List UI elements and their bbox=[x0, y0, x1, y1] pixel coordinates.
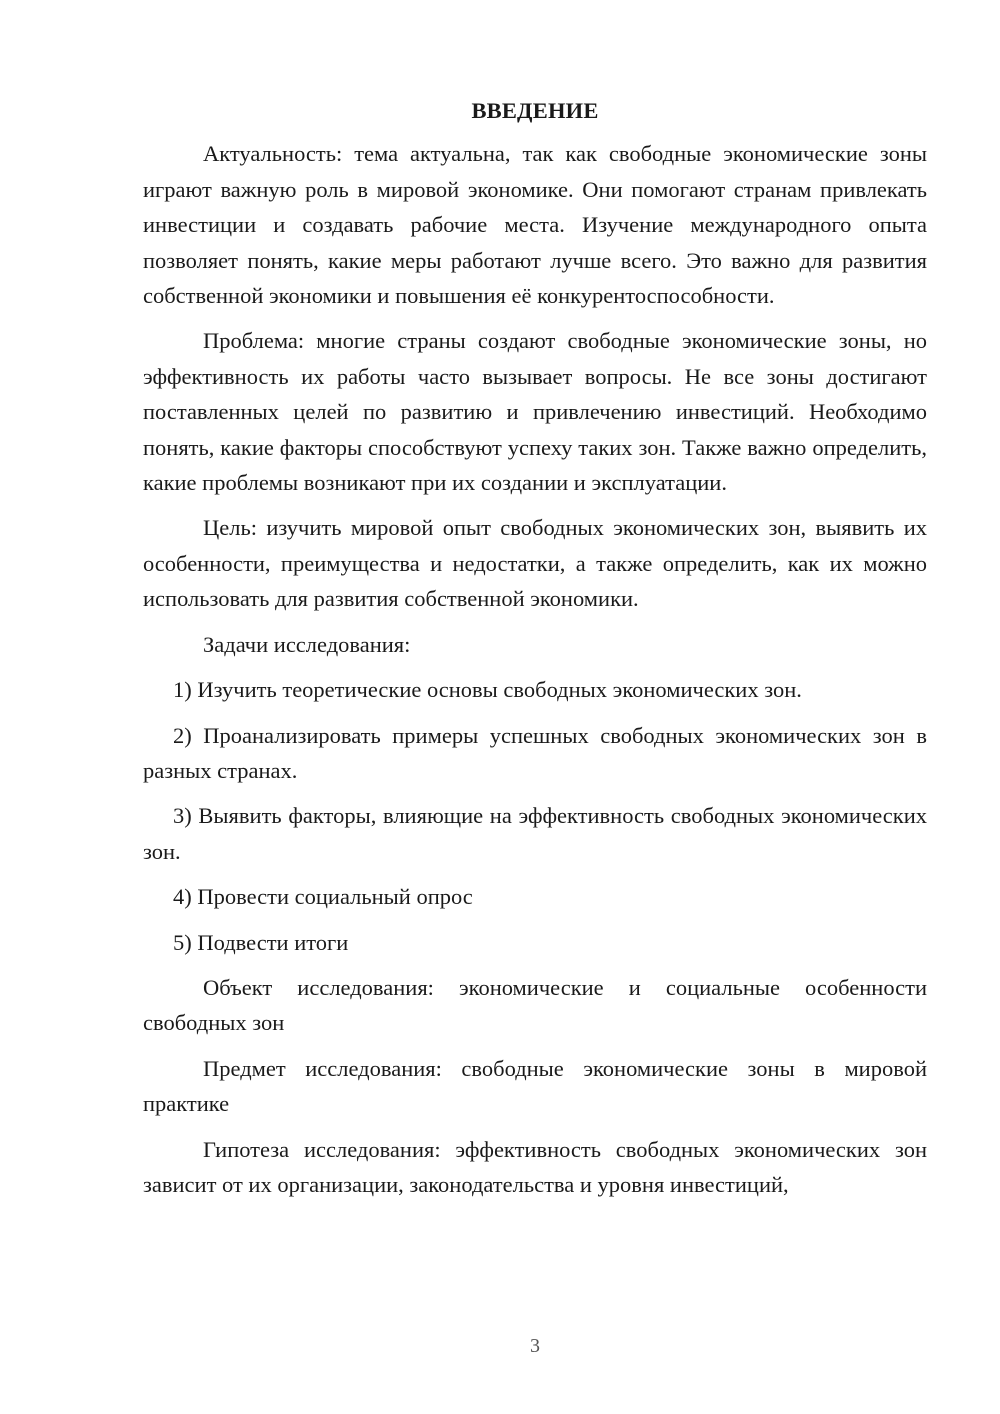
tasks-list bbox=[143, 672, 927, 960]
paragraph-relevance: Актуальность: тема актуальна, так как свободные экономические зоны играют важную роль в мировой экономике. Они помогают странам привлекать инвестиции и создавать рабочие места. Изучение международного опыта позволяет понять, какие меры работают лучше всего. Это важно для развития собственной экономики и повышения её конкурентоспособности. bbox=[143, 141, 927, 309]
list-item: 2) Проанализировать примеры успешных свободных экономических зон в разных странах. bbox=[143, 722, 927, 783]
list-item: 5) Подвести итоги bbox=[173, 929, 349, 955]
list-item: 4) Провести социальный опрос bbox=[173, 884, 473, 910]
paragraph-hypothesis: Гипотеза исследования: эффективность свободных экономических зон зависит от их организации, законодательства и уровня инвестиций, bbox=[143, 1136, 927, 1197]
paragraph-problem: Проблема: многие страны создают свободные экономические зоны, но эффективность их работы часто вызывает вопросы. Не все зоны достигают поставленных целей по развитию и привлечению инвестиций. Необходимо понять, какие факторы способствуют успеху таких зон. Также важно определить, какие проблемы возникают при их создании и эксплуатации. bbox=[143, 328, 927, 496]
page-number: 3 bbox=[530, 1335, 540, 1357]
paragraph-subject: Предмет исследования: свободные экономические зоны в мировой практике bbox=[143, 1055, 927, 1117]
list-item: 3) Выявить факторы, влияющие на эффективность свободных экономических зон. bbox=[143, 803, 927, 864]
paragraph-tasks-heading: Задачи исследования: bbox=[203, 631, 411, 657]
section-title: ВВЕДЕНИЕ bbox=[471, 98, 599, 123]
page-content bbox=[143, 93, 927, 1202]
list-item: 1) Изучить теоретические основы свободных экономических зон. bbox=[173, 677, 802, 703]
paragraph-goal: Цель: изучить мировой опыт свободных экономических зон, выявить их особенности, преимущества и недостатки, а также определить, как их можно использовать для развития собственной экономики. bbox=[143, 515, 927, 612]
paragraph-object: Объект исследования: экономические и социальные особенности свободных зон bbox=[143, 974, 927, 1036]
